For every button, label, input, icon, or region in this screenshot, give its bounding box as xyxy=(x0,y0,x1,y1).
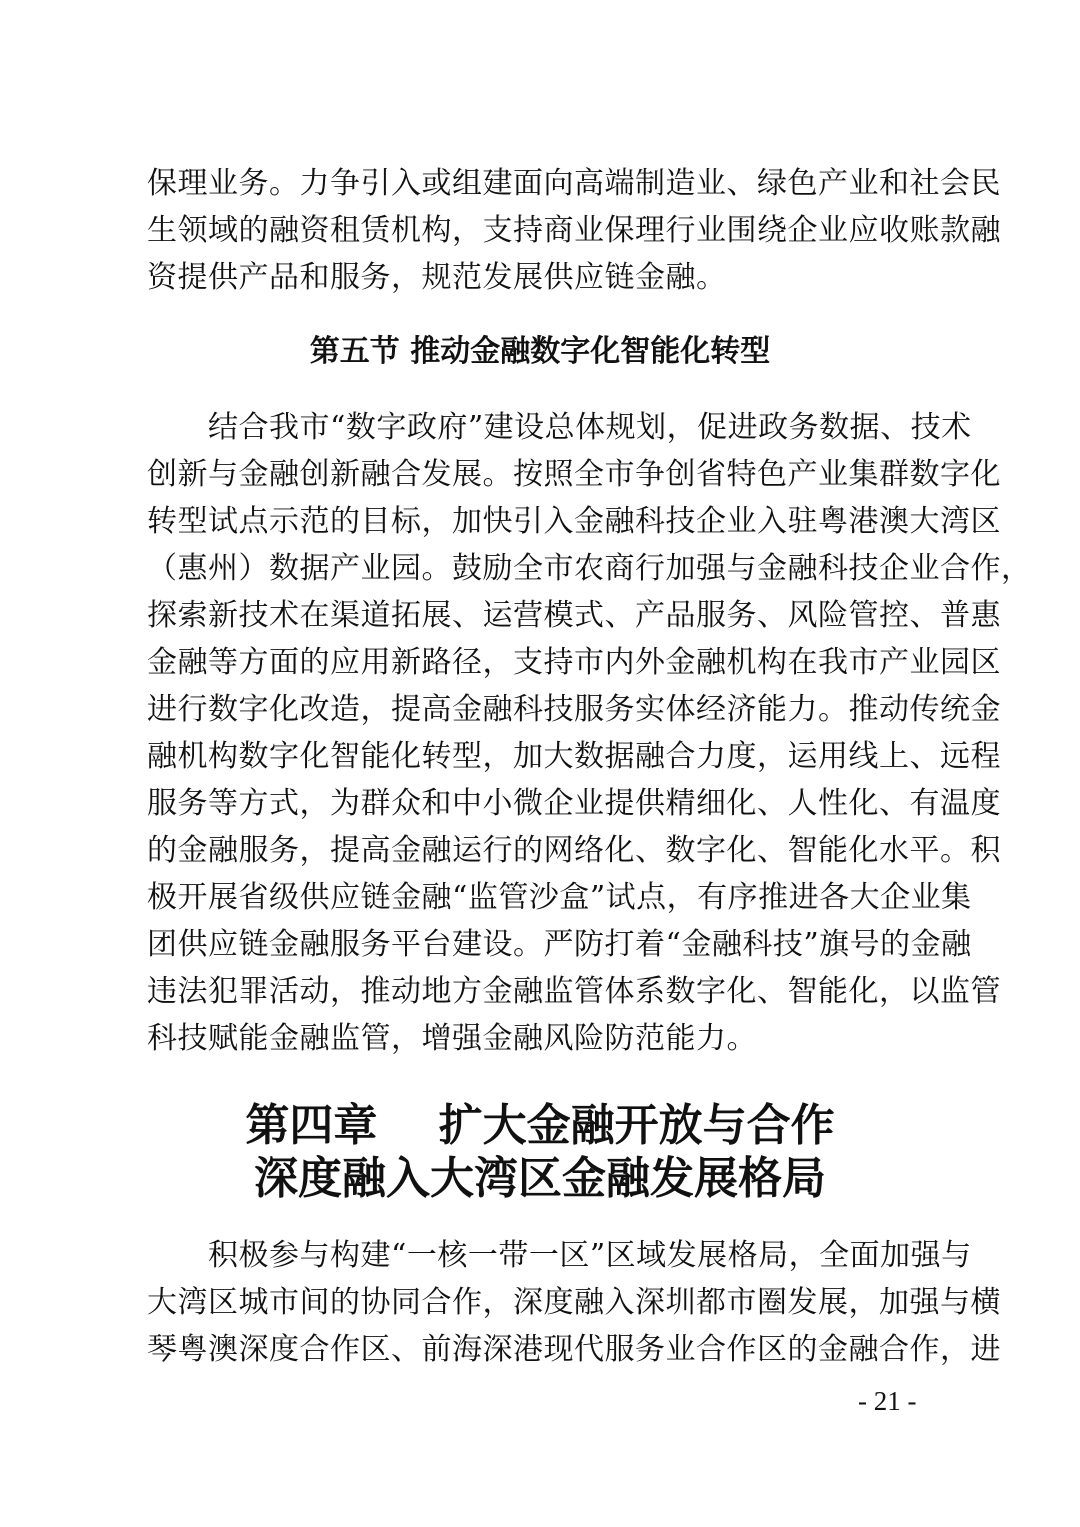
body-text-line: 积极参与构建“一核一带一区”区域发展格局，全面加强与 xyxy=(147,1238,972,1273)
body-text-line: 进行数字化改造，提高金融科技服务实体经济能力。推动传统金 xyxy=(147,692,1001,727)
body-text-line: 服务等方式，为群众和中小微企业提供精细化、人性化、有温度 xyxy=(147,786,1001,821)
body-text-line: 融机构数字化智能化转型，加大数据融合力度，运用线上、远程 xyxy=(147,739,1001,774)
body-text-line: 违法犯罪活动，推动地方金融监管体系数字化、智能化，以监管 xyxy=(147,974,1001,1009)
body-text-line: 科技赋能金融监管，增强金融风险防范能力。 xyxy=(147,1021,757,1056)
body-text-line: 的金融服务，提高金融运行的网络化、数字化、智能化水平。积 xyxy=(147,833,1001,868)
body-text-line: 转型试点示范的目标，加快引入金融科技企业入驻粤港澳大湾区 xyxy=(147,504,1001,539)
body-text-line: 大湾区城市间的协同合作，深度融入深圳都市圈发展，加强与横 xyxy=(147,1285,1001,1320)
body-text-line: 团供应链金融服务平台建设。严防打着“金融科技”旗号的金融 xyxy=(147,927,972,962)
body-text-line: 探索新技术在渠道拓展、运营模式、产品服务、风险管控、普惠 xyxy=(147,598,1001,633)
body-text-line: 生领域的融资租赁机构，支持商业保理行业围绕企业应收账款融 xyxy=(147,213,1001,248)
body-text-line: 资提供产品和服务，规范发展供应链金融。 xyxy=(147,260,727,295)
body-text-line: （惠州）数据产业园。鼓励全市农商行加强与金融科技企业合作， xyxy=(147,551,1032,586)
body-text-line: 琴粤澳深度合作区、前海深港现代服务业合作区的金融合作，进 xyxy=(147,1332,1001,1367)
body-text-line: 金融等方面的应用新路径，支持市内外金融机构在我市产业园区 xyxy=(147,645,1001,680)
body-text-line: 结合我市“数字政府”建设总体规划，促进政务数据、技术 xyxy=(147,410,972,445)
body-text-line: 保理业务。力争引入或组建面向高端制造业、绿色产业和社会民 xyxy=(147,166,1001,201)
chapter-title-line-2: 深度融入大湾区金融发展格局 xyxy=(254,1153,826,1204)
chapter-title-line-1: 第四章 扩大金融开放与合作 xyxy=(245,1100,835,1151)
section-heading: 第五节 推动金融数字化智能化转型 xyxy=(309,334,771,369)
page-number: - 21 - xyxy=(858,1386,917,1416)
body-text-line: 极开展省级供应链金融“监管沙盒”试点，有序推进各大企业集 xyxy=(147,880,972,915)
body-text-line: 创新与金融创新融合发展。按照全市争创省特色产业集群数字化 xyxy=(147,457,1001,492)
